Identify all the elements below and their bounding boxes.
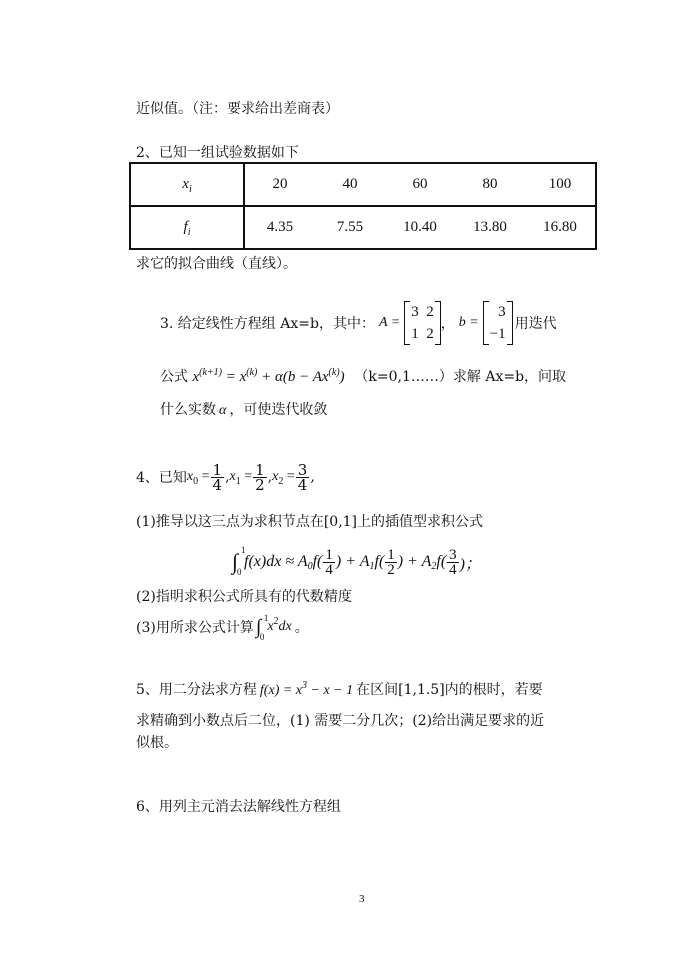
x-value-cell: 60 bbox=[412, 176, 428, 192]
intro-line: 近似值。（注：要求给出差商表） bbox=[136, 101, 339, 117]
q3-line1 bbox=[160, 300, 557, 346]
x-value-cell: 40 bbox=[342, 176, 358, 192]
q2-after: 求它的拟合曲线（直线）。 bbox=[136, 256, 297, 272]
comma: , bbox=[225, 469, 230, 485]
formula-plus: + α(b − Ax bbox=[257, 369, 329, 385]
q4-part3 bbox=[136, 614, 309, 640]
f-values-cell bbox=[244, 206, 596, 249]
vector-b-label: b = bbox=[458, 315, 479, 330]
formula-eq: = x bbox=[221, 369, 247, 385]
matrix-a-row: 3 2 bbox=[411, 304, 434, 320]
iteration-formula bbox=[192, 369, 348, 385]
period: 。 bbox=[294, 620, 309, 636]
q4-prefix: 4、已知 bbox=[136, 470, 187, 486]
matrix-a-row: 1 2 bbox=[411, 326, 434, 342]
row-header-f bbox=[130, 206, 244, 249]
f-open: f( bbox=[312, 553, 323, 570]
fraction-three-quarters: $\frac{3}{4}$ bbox=[297, 460, 308, 494]
comma: , bbox=[267, 469, 273, 485]
coef-a2-sub: 2 bbox=[431, 560, 437, 572]
vector-b-row: 3 bbox=[498, 304, 506, 320]
fraction-quarter: $\frac{1}{4}$ bbox=[325, 546, 333, 578]
f-sub: i bbox=[187, 227, 191, 238]
q3-prefix: 3. 给定线性方程组 Ax=b，其中： bbox=[160, 316, 375, 332]
x-label: x bbox=[182, 176, 189, 192]
node-x0: $x_0$ = bbox=[186, 469, 210, 487]
fraction-half: $\frac{1}{2}$ bbox=[255, 460, 265, 494]
integral-body: f(x)dx ≈ A bbox=[244, 553, 308, 570]
plus-a1: ) + A bbox=[335, 553, 370, 570]
f-value-cell: 7.55 bbox=[336, 219, 364, 235]
matrix-a bbox=[404, 301, 441, 345]
row-header-x bbox=[130, 163, 244, 206]
q3-line3-suffix: ，可使迭代收敛 bbox=[229, 402, 328, 418]
integral-sign: ∫ 1 0 bbox=[232, 545, 246, 577]
integrand: $x^2dx$ bbox=[267, 616, 292, 634]
q3-line3-prefix: 什么实数 bbox=[160, 402, 216, 418]
plus-a2: ) + A bbox=[397, 553, 432, 570]
comma: , bbox=[310, 469, 315, 485]
q4-part3-text: (3)用所求公式计算 bbox=[136, 620, 254, 636]
f-value-cell: 10.40 bbox=[403, 219, 437, 235]
q3-line2-suffix: （k=0,1……）求解 Ax=b，问取 bbox=[354, 369, 567, 385]
matrix-a-label: A = bbox=[378, 315, 401, 330]
fraction-quarter: $\frac{1}{4}$ bbox=[212, 460, 223, 494]
coef-a0-sub: 0 bbox=[307, 560, 313, 572]
vector-b bbox=[483, 301, 513, 345]
node-x1: $x_1$ = bbox=[229, 469, 253, 487]
q4-part2: (2)指明求积公式所具有的代数精度 bbox=[136, 589, 352, 605]
table-row bbox=[130, 206, 596, 249]
equation: $f(x) = x^3 - x - 1$ bbox=[259, 680, 354, 698]
q2-title: 2、已知一组试验数据如下 bbox=[136, 145, 299, 161]
q3-suffix: 用迭代 bbox=[514, 316, 557, 332]
node-x2: $x_2$ = bbox=[272, 469, 295, 487]
fraction-three-quarters: $\frac{3}{4}$ bbox=[449, 546, 457, 578]
q3-line3 bbox=[160, 399, 327, 419]
q4-part1: (1)推导以这三点为求积节点在[0,1]上的插值型求积公式 bbox=[136, 514, 484, 530]
formula-k: (k) bbox=[246, 367, 258, 378]
q5-prefix: 5、用二分法求方程 bbox=[136, 682, 257, 698]
q4-quadrature-formula bbox=[232, 542, 481, 582]
q3-line2 bbox=[160, 366, 566, 386]
x-value-cell: 20 bbox=[272, 176, 288, 192]
q6-title: 6、用列主元消去法解线性方程组 bbox=[136, 799, 341, 815]
f-value-cell: 4.35 bbox=[266, 219, 294, 235]
q5-line2: 求精确到小数点后二位，(1) 需要二分几次；(2)给出满足要求的近 bbox=[136, 713, 545, 729]
f-label: f bbox=[183, 219, 188, 235]
q3-line2-prefix: 公式 bbox=[160, 369, 188, 385]
x-sub: i bbox=[188, 184, 192, 195]
vector-b-row: −1 bbox=[489, 326, 506, 342]
f-open: f( bbox=[374, 553, 385, 570]
f-open: f( bbox=[436, 553, 447, 570]
x-values-cell bbox=[244, 163, 596, 206]
integral-sign: ∫ 1 0 bbox=[255, 612, 269, 642]
f-value-cell: 13.80 bbox=[473, 219, 507, 235]
q5-suffix: 在区间[1,1.5]内的根时，若要 bbox=[356, 682, 543, 698]
formula-end: )； bbox=[459, 555, 482, 573]
q5-line3: 似根。 bbox=[136, 735, 178, 751]
formula-k1: (k+1) bbox=[199, 367, 222, 378]
data-table bbox=[129, 162, 597, 250]
formula-k2: (k) bbox=[328, 367, 340, 378]
fraction-half: $\frac{1}{2}$ bbox=[387, 546, 395, 578]
q5-line1 bbox=[136, 679, 543, 699]
f-value-cell: 16.80 bbox=[543, 219, 577, 235]
page-number: 3 bbox=[359, 893, 365, 905]
x-value-cell: 80 bbox=[482, 176, 498, 192]
alpha-symbol: α bbox=[219, 403, 227, 418]
formula-x: x bbox=[192, 369, 200, 385]
coef-a1-sub: 1 bbox=[369, 560, 375, 572]
x-value-cell: 100 bbox=[548, 176, 572, 192]
table-row bbox=[130, 163, 596, 206]
q4-line1 bbox=[136, 458, 315, 496]
formula-close: ) bbox=[339, 369, 345, 385]
q3-sep: ， bbox=[440, 316, 455, 332]
